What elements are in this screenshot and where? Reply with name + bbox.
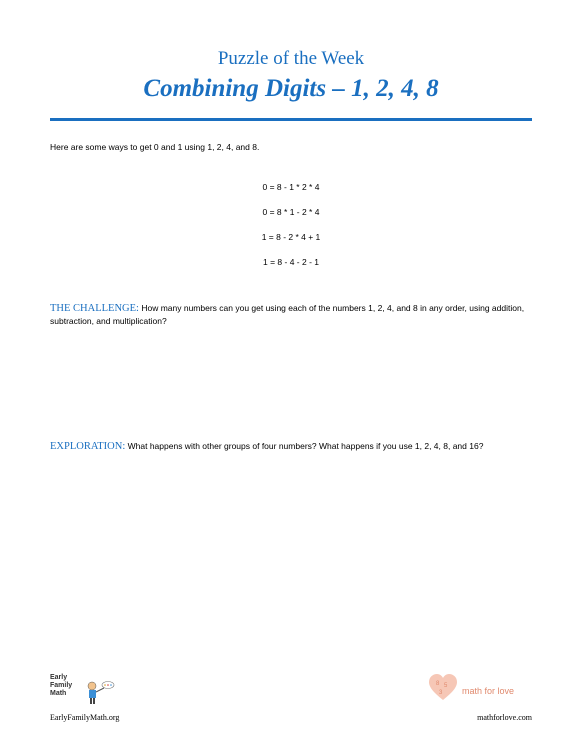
footer-left-url: EarlyFamilyMath.org bbox=[50, 713, 120, 722]
equation: 1 = 8 - 2 * 4 + 1 bbox=[261, 232, 321, 242]
exploration-section bbox=[50, 440, 532, 453]
intro-text: Here are some ways to get 0 and 1 using 1, 2, 4, and 8. bbox=[50, 142, 260, 152]
math-for-love-wordmark: math for love bbox=[462, 686, 515, 696]
challenge-text: How many numbers can you get using each of the numbers 1, 2, 4, and 8 in any order, using addition, subtraction, and multiplication? bbox=[50, 303, 525, 326]
header-divider bbox=[50, 118, 532, 121]
page-title: Combining Digits – 1, 2, 4, 8 bbox=[143, 75, 439, 102]
child-figure-icon bbox=[80, 678, 116, 706]
math-for-love-logo bbox=[428, 673, 538, 703]
equation: 1 = 8 - 4 - 2 - 1 bbox=[263, 257, 319, 267]
footer-right-url: mathforlove.com bbox=[477, 713, 532, 722]
page-header bbox=[0, 48, 582, 103]
page-subtitle: Puzzle of the Week bbox=[217, 48, 365, 69]
challenge-section bbox=[50, 302, 532, 328]
equation-list bbox=[0, 181, 582, 281]
exploration-label: EXPLORATION: bbox=[50, 441, 126, 452]
early-family-math-logo: Early Family Math bbox=[50, 674, 120, 712]
svg-text:3: 3 bbox=[439, 690, 443, 696]
heart-icon bbox=[428, 673, 458, 703]
svg-text:8: 8 bbox=[436, 681, 440, 687]
equation: 0 = 8 - 1 * 2 * 4 bbox=[262, 182, 320, 192]
exploration-text: What happens with other groups of four numbers? What happens if you use 1, 2, 4, 8, and 16? bbox=[127, 441, 484, 451]
equation: 0 = 8 * 1 - 2 * 4 bbox=[262, 207, 320, 217]
challenge-label: THE CHALLENGE: bbox=[50, 303, 139, 314]
svg-text:5: 5 bbox=[444, 683, 448, 689]
